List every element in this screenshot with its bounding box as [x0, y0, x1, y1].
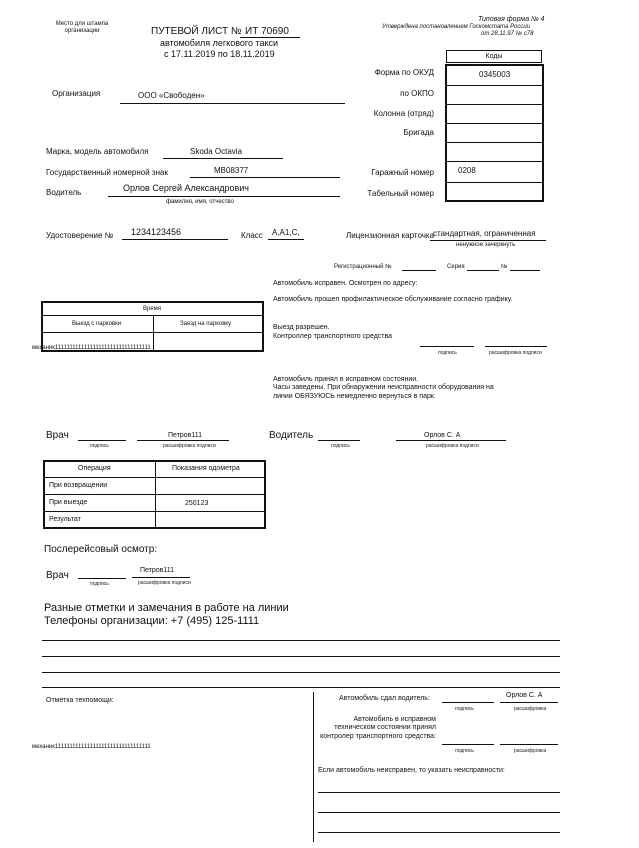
status-accepted: Автомобиль принял в исправном состоянии. Часы заведены. При обнаружении неисправности оборудования на линии ОБЯЗУЮСЬ немедленно вернуться в парк. [273, 376, 494, 400]
odometer-col-reading: Показания одометра [172, 465, 240, 472]
card-value: стандартная, ограниченная [433, 229, 536, 238]
odometer-row-return: При возвращении [49, 482, 108, 489]
org-label: Организация [52, 89, 101, 98]
odometer-row-departure-value: 250123 [185, 500, 209, 507]
license-value: 1234123456 [131, 227, 182, 237]
class-label: Класс [241, 231, 263, 240]
tech-help-label: Отметка техпомощи: [46, 697, 114, 704]
series-label: Серия [447, 264, 465, 270]
odometer-row-departure: При выезде [49, 499, 88, 506]
card-label: Лицензионная карточка [346, 231, 435, 240]
post-trip-decode-hint: расшифровка подписи [138, 580, 191, 586]
time-title: Время [143, 306, 162, 312]
num-label: № [501, 264, 508, 270]
controller-sig-hint: подпись [438, 350, 457, 356]
driver-sign-name: Орлов С. А [424, 432, 461, 439]
model-value: Skoda Octavia [190, 147, 243, 156]
doctor-decode-hint: расшифровка подписи [163, 443, 216, 449]
notes-phones: Телефоны организации: +7 (495) 125-1111 [44, 615, 260, 627]
garage-label: Гаражный номер [371, 168, 434, 177]
driver-name-hint: фамилия, имя, отчество [166, 199, 234, 205]
controller-decode-hint: расшифровка подписи [489, 350, 542, 356]
status-maintenance: Автомобиль прошел профилактическое обслуживание согласно графику. [273, 296, 513, 303]
okud-value: 0345003 [479, 70, 511, 79]
plate-value: МВ08377 [214, 166, 249, 175]
driver-label: Водитель [46, 188, 82, 197]
class-value: A,A1,C, [272, 228, 300, 237]
driver-sign-label: Водитель [269, 430, 314, 441]
doctor-label: Врач [46, 430, 69, 441]
odometer-col-operation: Операция [78, 465, 111, 472]
waybill-title: ПУТЕВОЙ ЛИСТ № [151, 26, 242, 37]
driver-decode-hint: расшифровка подписи [426, 443, 479, 449]
faulty-label: Если автомобиль неисправен, то указать неисправности: [318, 767, 505, 774]
org-value: ООО «Свободен» [138, 91, 205, 100]
stamp-placeholder: Место для штампа организации [55, 21, 109, 35]
waybill-series: ИТ 70690 [245, 26, 289, 37]
driver-name: Орлов Сергей Александрович [123, 183, 249, 193]
okpo-label: по ОКПО [400, 89, 434, 98]
brigade-label: Бригада [403, 128, 434, 137]
odometer-row-result: Результат [49, 516, 81, 523]
tab-number-label: Табельный номер [367, 189, 434, 198]
handed-decode-hint: расшифровка [514, 706, 547, 712]
status-controller: Контроллер транспортного средства [273, 333, 393, 340]
waybill-subtitle: автомобиля легкового такси [160, 38, 279, 48]
controller2-sig-hint: подпись [455, 748, 474, 754]
approved-date: от 28.11.97 № с78 [481, 31, 534, 37]
handed-sig-hint: подпись [455, 706, 474, 712]
card-hint: ненужное зачеркнуть [456, 242, 516, 248]
codes-header: Коды [446, 50, 542, 63]
notes-title: Разные отметки и замечания в работе на линии [44, 602, 289, 614]
bottom-mechanic-line: механик111111111111111111111111111111111 [32, 744, 151, 750]
post-trip-sig-hint: подпись [90, 581, 109, 587]
approved-by: Утверждена постановлением Госкомстата России [382, 24, 531, 30]
mechanic-line: механик111111111111111111111111111111111 [32, 345, 151, 351]
handed-over-name: Орлов С. А [506, 692, 543, 699]
column-label: Колонна (отряд) [373, 109, 434, 118]
reg-label: Регистрационный № [334, 264, 392, 270]
license-label: Удостоверение № [46, 231, 114, 240]
driver-sig-hint: подпись [331, 443, 350, 449]
form-type: Типовая форма № 4 [478, 16, 545, 23]
garage-value: 0208 [458, 166, 476, 175]
status-ok: Автомобиль исправен. Осмотрен по адресу: [273, 280, 418, 287]
controller2-decode-hint: расшифровка [514, 748, 547, 754]
doctor-sig-hint: подпись [90, 443, 109, 449]
post-trip-doctor-name: Петров111 [140, 567, 175, 574]
okud-label: Форма по ОКУД [374, 68, 434, 77]
time-col-arrival: Заезд на парковку [180, 321, 232, 327]
doctor-name: Петров111 [168, 432, 203, 439]
plate-label: Государственный номерной знак [46, 168, 168, 177]
status-allowed: Выезд разрешен. [273, 324, 330, 331]
handed-over-label: Автомобиль сдал водитель: [339, 695, 430, 702]
post-trip-title: Послерейсовый осмотр: [44, 544, 158, 555]
accepted-controller-label: Автомобиль в исправном техническом состоянии принял контролер транспортного средства: [320, 716, 436, 740]
waybill-period: с 17.11.2019 по 18.11.2019 [164, 49, 275, 59]
time-col-departure: Выезд с парковки [72, 321, 122, 327]
post-trip-doctor-label: Врач [46, 570, 69, 581]
model-label: Марка, модель автомобиля [46, 147, 149, 156]
